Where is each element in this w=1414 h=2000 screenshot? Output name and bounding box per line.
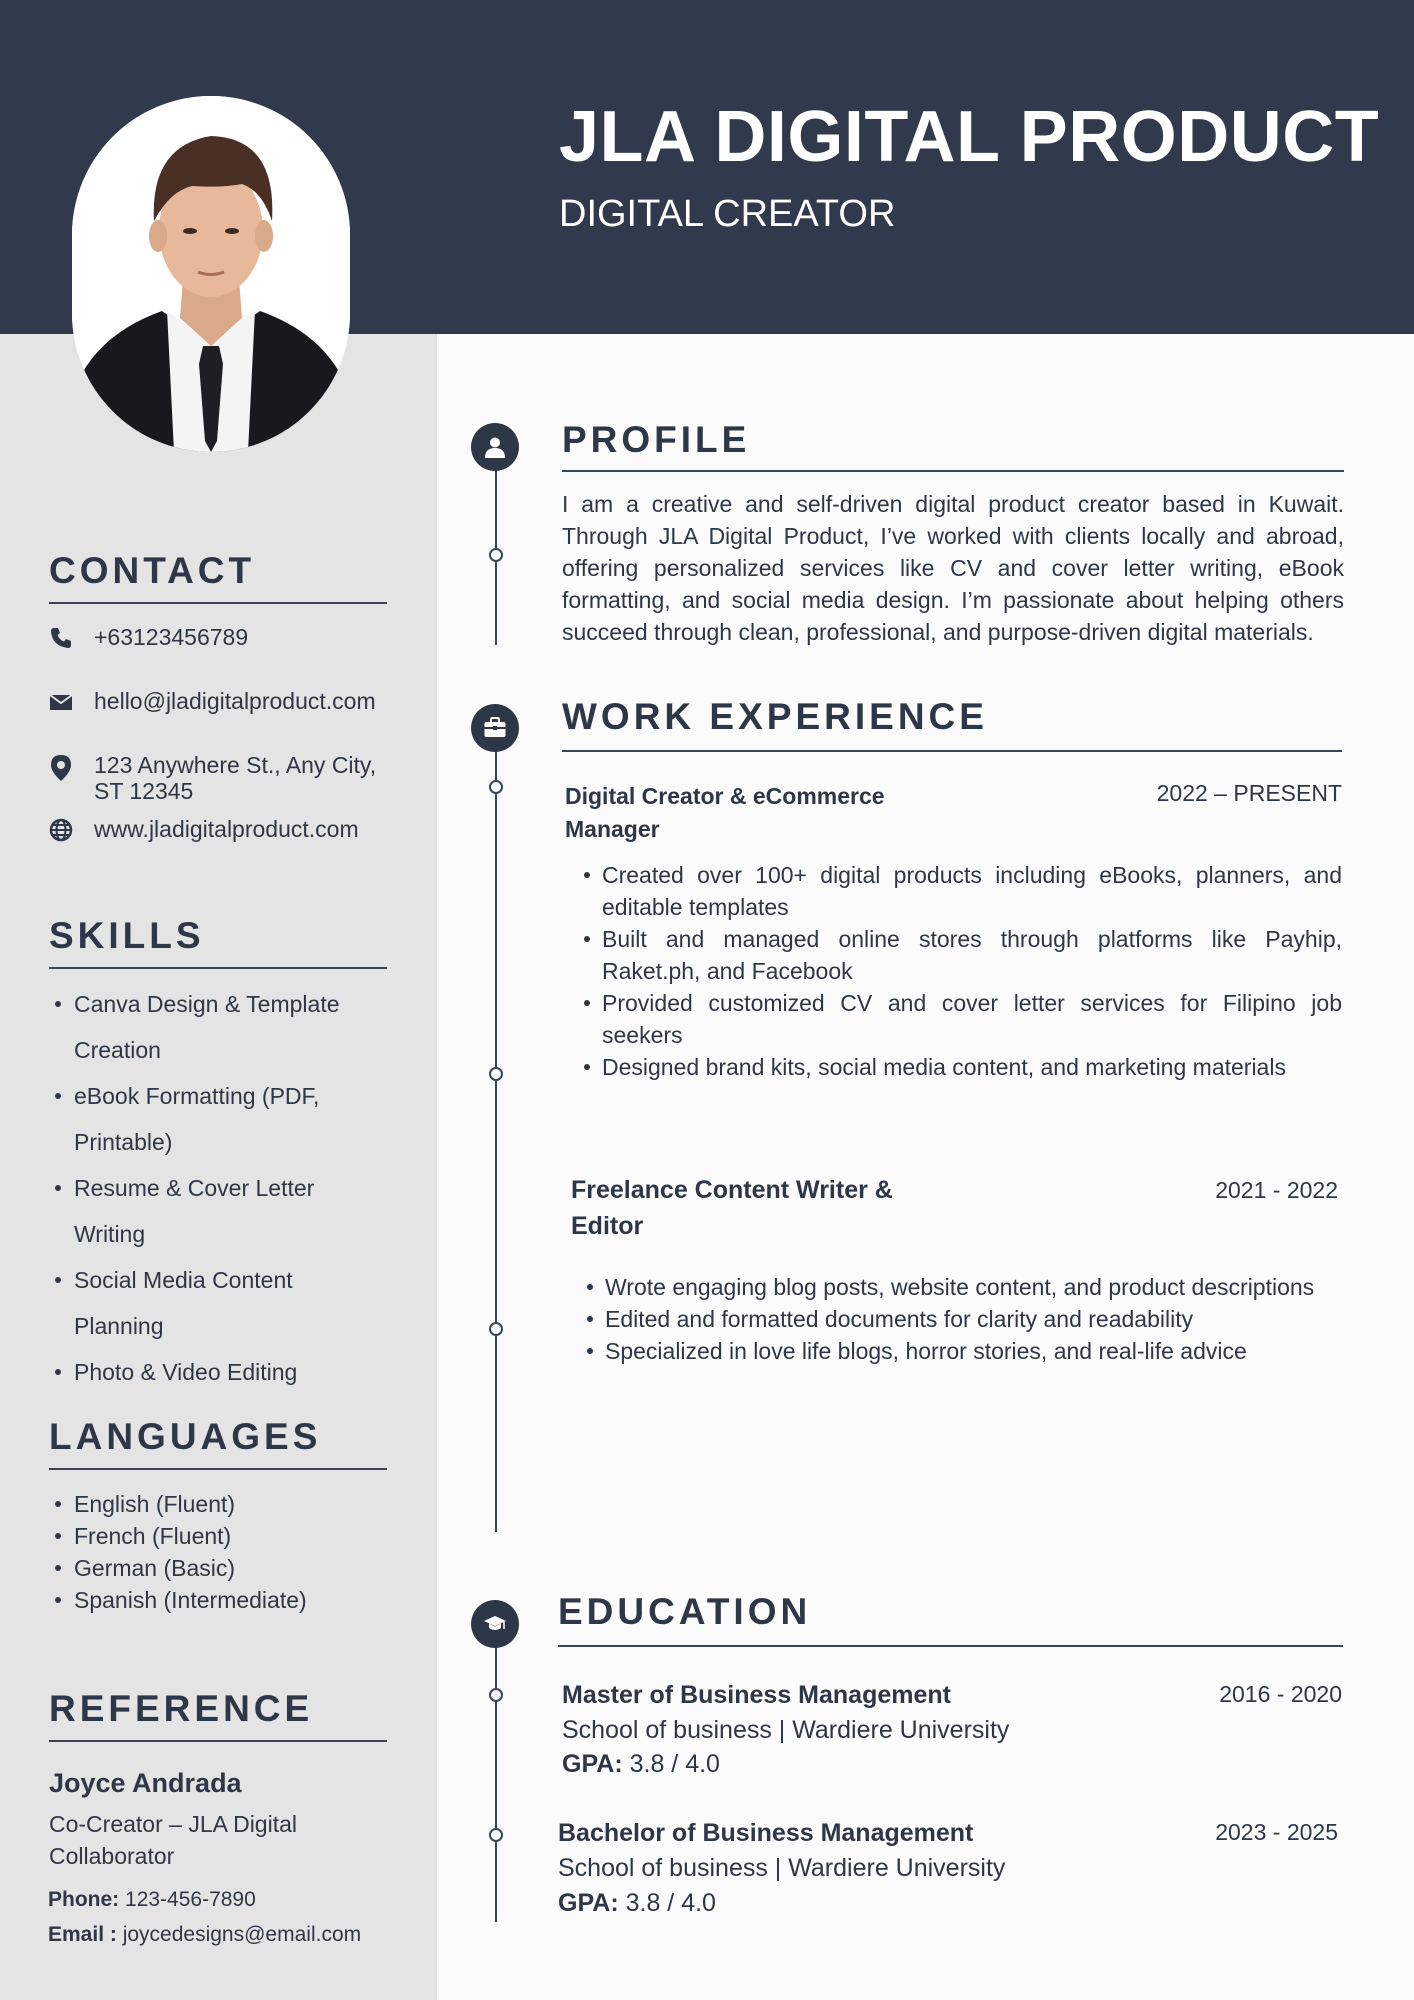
job-bullets xyxy=(582,859,1342,1083)
list-item: English (Fluent) xyxy=(52,1488,307,1520)
list-item: Created over 100+ digital products including eBooks, planners, and editable templates xyxy=(582,859,1342,923)
phone-icon xyxy=(49,626,73,650)
skills-list xyxy=(52,981,374,1395)
timeline-dot xyxy=(489,1067,503,1081)
reference-phone xyxy=(48,1888,256,1912)
languages-heading: LANGUAGES xyxy=(49,1416,322,1457)
profile-photo xyxy=(72,96,350,452)
list-item: Provided customized CV and cover letter services for Filipino job seekers xyxy=(582,987,1342,1051)
timeline-dot xyxy=(489,548,503,562)
reference-heading: REFERENCE xyxy=(49,1688,314,1729)
reference-role: Co-Creator – JLA Digital Collaborator xyxy=(49,1811,297,1869)
education-divider xyxy=(558,1645,1343,1647)
profile-divider xyxy=(562,470,1344,472)
reference-email xyxy=(48,1923,361,1947)
job-bullets xyxy=(585,1271,1345,1367)
list-item: Specialized in love life blogs, horror stories, and real-life advice xyxy=(585,1335,1345,1367)
job-dates: 2021 - 2022 xyxy=(1215,1177,1338,1203)
education-school: School of business | Wardiere University xyxy=(558,1854,1006,1882)
timeline-line xyxy=(495,728,497,1532)
timeline-dot xyxy=(489,1828,503,1842)
timeline-line xyxy=(495,447,497,645)
list-item: Spanish (Intermediate) xyxy=(52,1584,307,1616)
graduation-cap-icon xyxy=(483,1612,507,1636)
gpa-label: GPA: xyxy=(562,1750,623,1778)
contact-phone-text: +63123456789 xyxy=(94,624,249,650)
contact-website-text: www.jladigitalproduct.com xyxy=(94,816,359,842)
contact-address-text: 123 Anywhere St., Any City, ST 12345 xyxy=(94,752,377,804)
list-item: Built and managed online stores through platforms like Payhip, Raket.ph, and Facebook xyxy=(582,923,1342,987)
reference-phone-label: Phone: xyxy=(48,1888,120,1911)
list-item: Photo & Video Editing xyxy=(52,1349,374,1395)
list-item: Wrote engaging blog posts, website content, and product descriptions xyxy=(585,1271,1345,1303)
briefcase-icon xyxy=(483,716,507,740)
map-pin-icon xyxy=(49,754,73,778)
reference-email-label: Email : xyxy=(48,1923,117,1946)
job-title: Digital Creator & eCommerce Manager xyxy=(565,783,885,842)
education-degree: Master of Business Management xyxy=(562,1681,951,1709)
work-divider xyxy=(562,750,1342,752)
languages-divider xyxy=(49,1468,387,1470)
reference-divider xyxy=(49,1740,387,1742)
list-item: Designed brand kits, social media content, and marketing materials xyxy=(582,1051,1342,1083)
work-heading: WORK EXPERIENCE xyxy=(562,696,988,737)
list-item: Social Media Content Planning xyxy=(52,1257,374,1349)
education-gpa xyxy=(562,1750,720,1779)
globe-icon xyxy=(49,818,73,842)
list-item: Canva Design & Template Creation xyxy=(52,981,374,1073)
timeline-dot xyxy=(489,780,503,794)
list-item: German (Basic) xyxy=(52,1552,307,1584)
reference-email-value: joycedesigns@email.com xyxy=(122,1923,362,1946)
education-degree: Bachelor of Business Management xyxy=(558,1819,974,1847)
languages-list xyxy=(52,1488,307,1616)
education-dates: 2016 - 2020 xyxy=(1219,1681,1342,1707)
education-gpa xyxy=(558,1889,716,1918)
education-heading: EDUCATION xyxy=(558,1591,812,1632)
skills-heading: SKILLS xyxy=(49,915,205,956)
education-school: School of business | Wardiere University xyxy=(562,1716,1010,1744)
work-badge xyxy=(471,704,519,752)
list-item: French (Fluent) xyxy=(52,1520,307,1552)
contact-heading: CONTACT xyxy=(49,550,256,591)
envelope-icon xyxy=(49,690,73,714)
reference-name: Joyce Andrada xyxy=(49,1768,242,1798)
gpa-value: 3.8 / 4.0 xyxy=(629,1750,720,1778)
timeline-dot xyxy=(489,1688,503,1702)
person-role: DIGITAL CREATOR xyxy=(559,193,896,235)
contact-divider xyxy=(49,602,387,604)
gpa-value: 3.8 / 4.0 xyxy=(625,1889,716,1917)
list-item: Edited and formatted documents for clarity and readability xyxy=(585,1303,1345,1335)
user-icon xyxy=(483,435,507,459)
person-name: JLA DIGITAL PRODUCT xyxy=(559,97,1380,177)
list-item: eBook Formatting (PDF, Printable) xyxy=(52,1073,374,1165)
gpa-label: GPA: xyxy=(558,1889,619,1917)
contact-email-text: hello@jladigitalproduct.com xyxy=(94,688,376,714)
timeline-line xyxy=(495,1624,497,1922)
education-badge xyxy=(471,1600,519,1648)
list-item: Resume & Cover Letter Writing xyxy=(52,1165,374,1257)
profile-badge xyxy=(471,423,519,471)
profile-text: I am a creative and self-driven digital product creator based in Kuwait. Through JLA Digital Product, I’ve worked with clients locally and abroad, offering personalized services like CV and cover letter writing, eBook formatting, and social media design. I’m passionate about helping others succeed through clean, professional, and purpose-driven digital materials. xyxy=(562,491,1344,645)
job-dates: 2022 – PRESENT xyxy=(1156,780,1342,806)
timeline-dot xyxy=(489,1322,503,1336)
reference-phone-value: 123-456-7890 xyxy=(125,1888,256,1911)
job-title: Freelance Content Writer & Editor xyxy=(571,1176,893,1240)
education-dates: 2023 - 2025 xyxy=(1215,1819,1338,1845)
skills-divider xyxy=(49,967,387,969)
profile-heading: PROFILE xyxy=(562,419,751,460)
